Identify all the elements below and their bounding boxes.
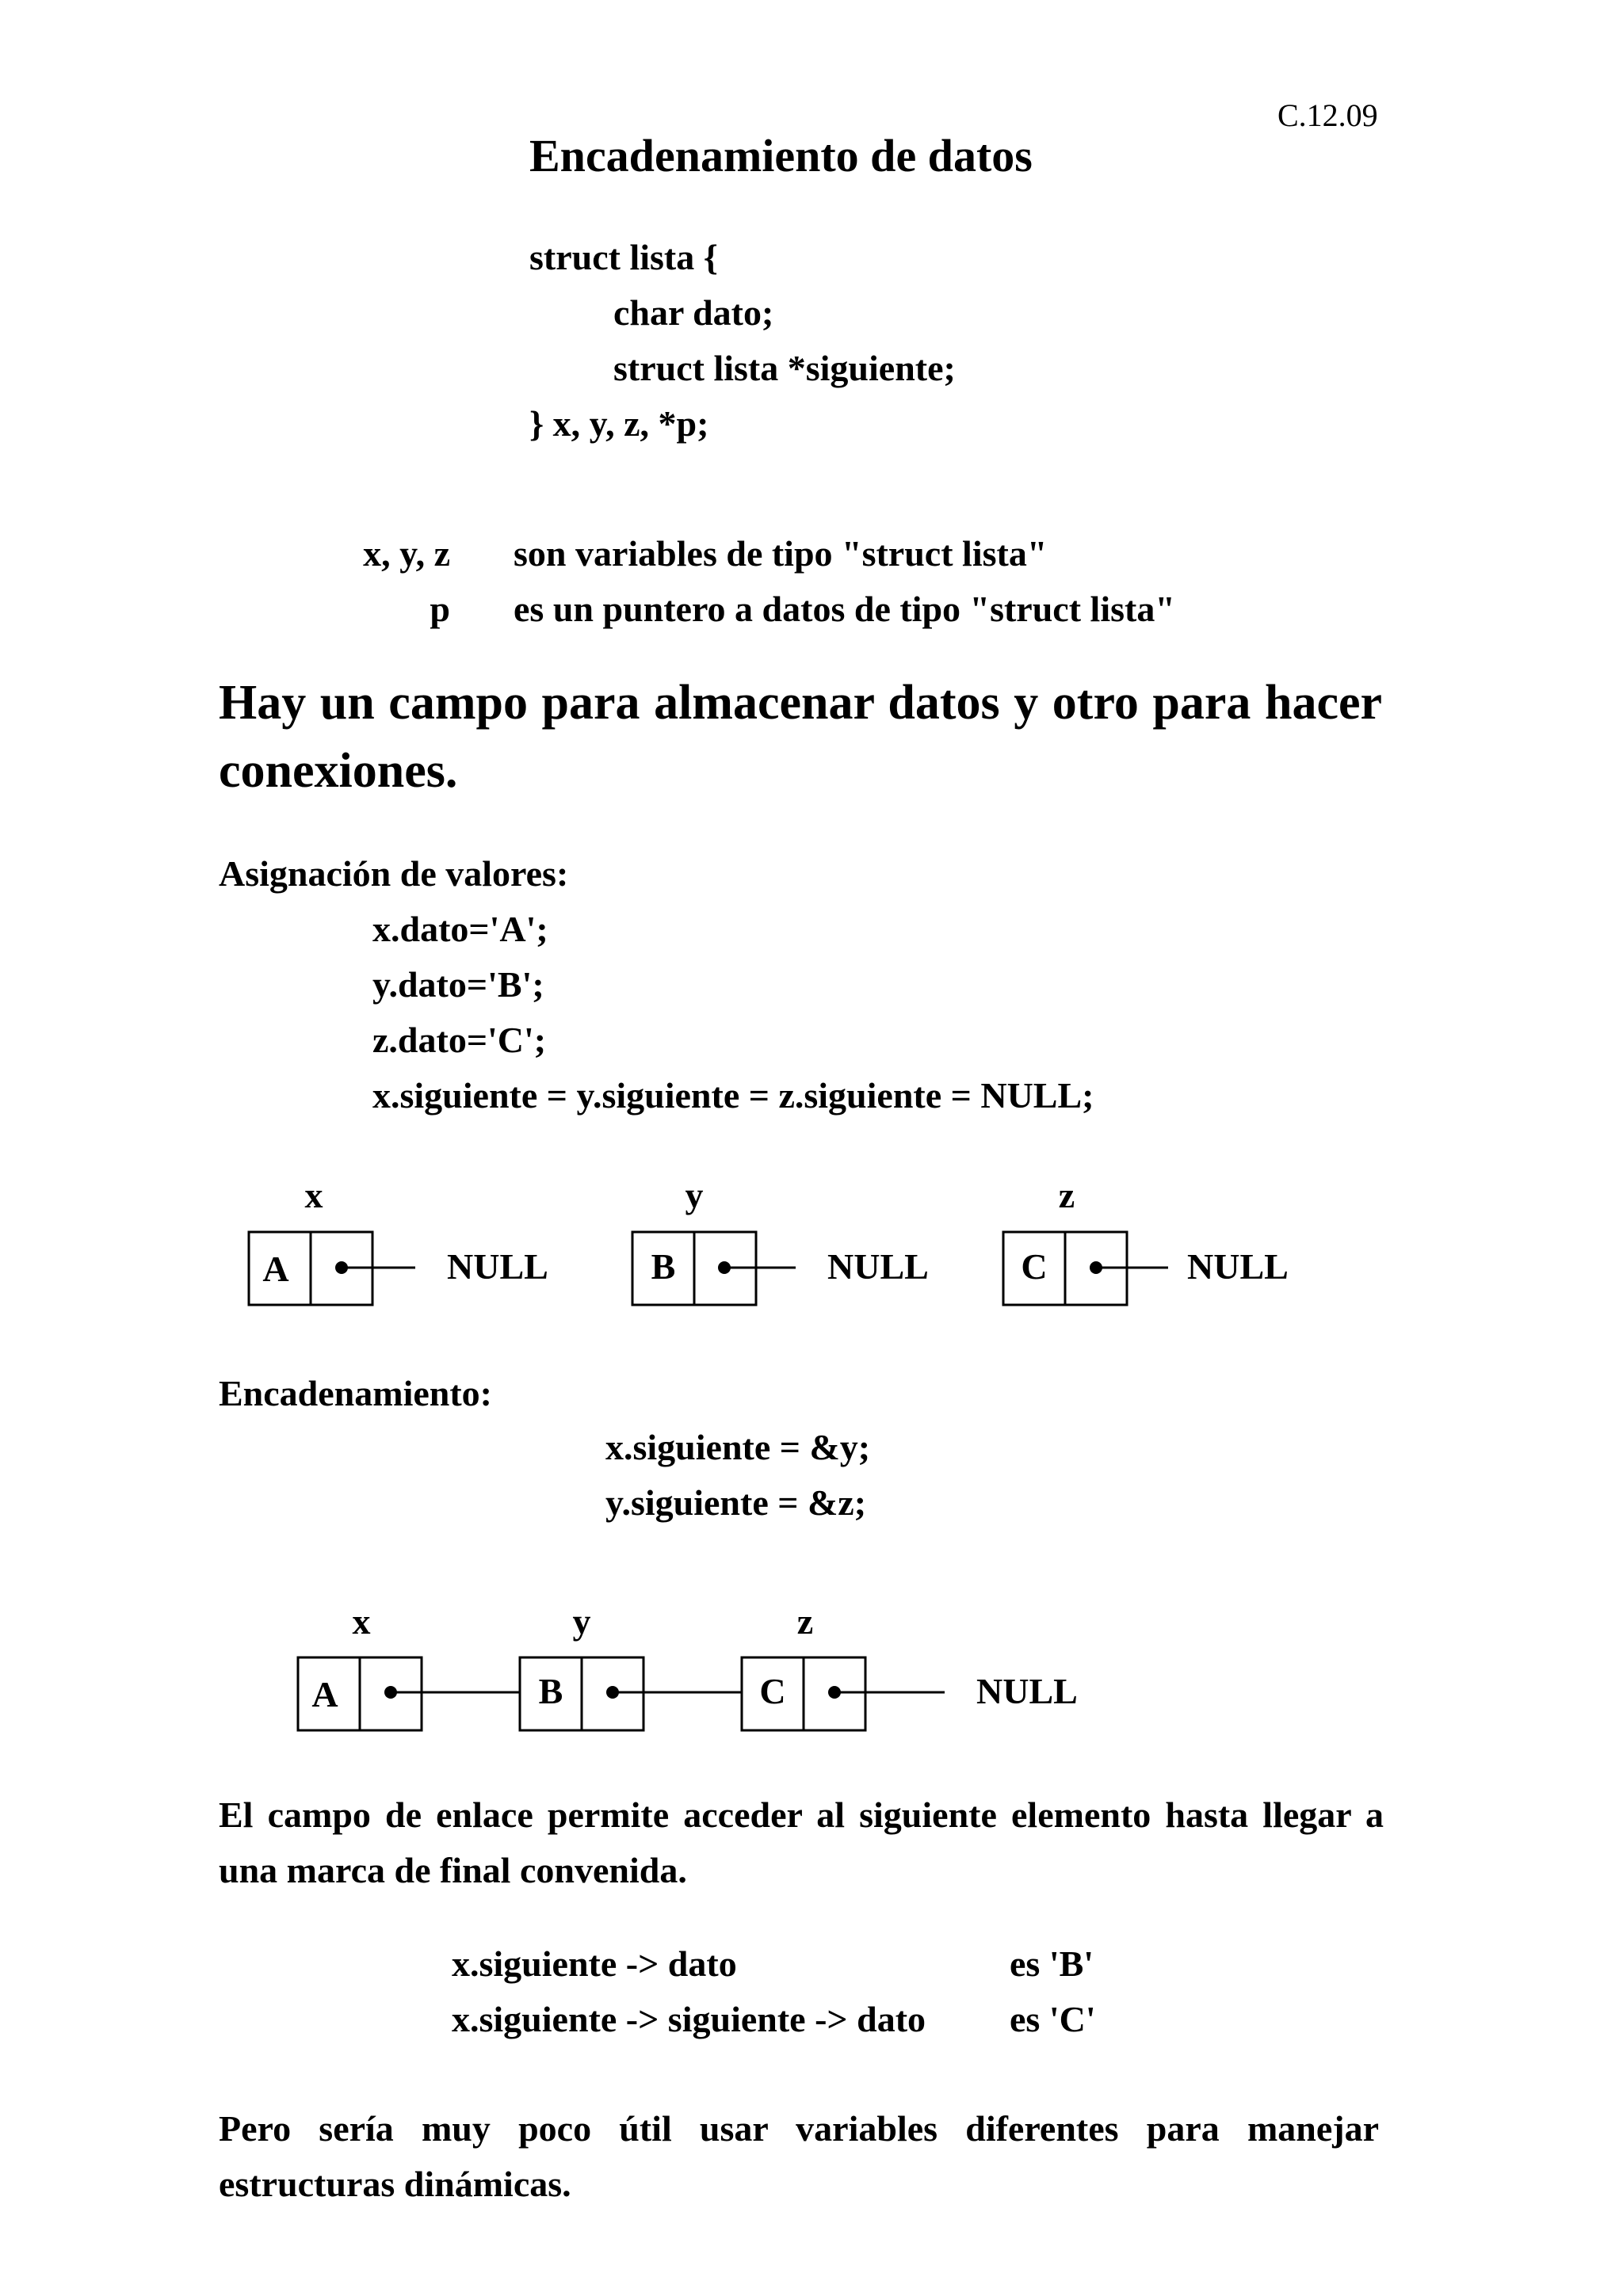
page-title: Encadenamiento de datos <box>529 130 1033 181</box>
code-line: struct lista { <box>529 237 718 277</box>
lead-line: conexiones. <box>219 744 458 798</box>
paragraph-line: Pero sería muy poco útil usar variables diferentes para manejar <box>219 2108 1379 2149</box>
node-value: B <box>538 1671 563 1711</box>
node-var-label: z <box>796 1601 814 1642</box>
null-label: NULL <box>976 1671 1078 1711</box>
paragraph-line: una marca de final convenida. <box>219 1850 687 1890</box>
null-label: NULL <box>827 1246 929 1287</box>
chaining-line: x.siguiente = &y; <box>605 1427 871 1467</box>
node-var-label: x <box>304 1175 323 1215</box>
page-reference: C.12.09 <box>1277 97 1378 133</box>
node-value: C <box>1021 1246 1048 1287</box>
assignment-line: x.dato='A'; <box>372 909 548 949</box>
node-value: A <box>311 1674 338 1714</box>
node-value: A <box>262 1249 289 1289</box>
lead-line: Hay un campo para almacenar datos y otro para hacer <box>219 676 1382 730</box>
node-var-label: x <box>352 1601 371 1642</box>
expression-result: es 'C' <box>1010 1999 1096 2039</box>
node-var-label: y <box>572 1601 591 1642</box>
assignment-heading: Asignación de valores: <box>219 853 569 894</box>
node-var-label: y <box>685 1175 704 1215</box>
node-value: B <box>651 1246 676 1287</box>
chaining-heading: Encadenamiento: <box>219 1373 492 1413</box>
assignment-line: z.dato='C'; <box>372 1020 547 1060</box>
declaration-desc: es un puntero a datos de tipo "struct lista" <box>514 589 1175 629</box>
code-line: struct lista *siguiente; <box>613 348 956 388</box>
assignment-line: y.dato='B'; <box>372 964 544 1005</box>
null-label: NULL <box>447 1246 548 1287</box>
expression: x.siguiente -> dato <box>452 1943 737 1984</box>
assignment-line: x.siguiente = y.siguiente = z.siguiente = NULL; <box>372 1075 1094 1116</box>
paragraph-line: El campo de enlace permite acceder al siguiente elemento hasta llegar a <box>219 1794 1384 1835</box>
code-line: } x, y, z, *p; <box>529 403 709 444</box>
expression: x.siguiente -> siguiente -> dato <box>452 1999 926 2039</box>
declaration-name: p <box>430 589 450 629</box>
node-value: C <box>759 1671 786 1711</box>
paragraph-line: estructuras dinámicas. <box>219 2164 571 2204</box>
expression-result: es 'B' <box>1010 1943 1094 1984</box>
node-var-label: z <box>1058 1175 1075 1215</box>
null-label: NULL <box>1187 1246 1289 1287</box>
chaining-line: y.siguiente = &z; <box>605 1482 867 1523</box>
declaration-name: x, y, z <box>363 533 450 574</box>
code-line: char dato; <box>613 292 774 333</box>
declaration-desc: son variables de tipo "struct lista" <box>514 533 1048 574</box>
